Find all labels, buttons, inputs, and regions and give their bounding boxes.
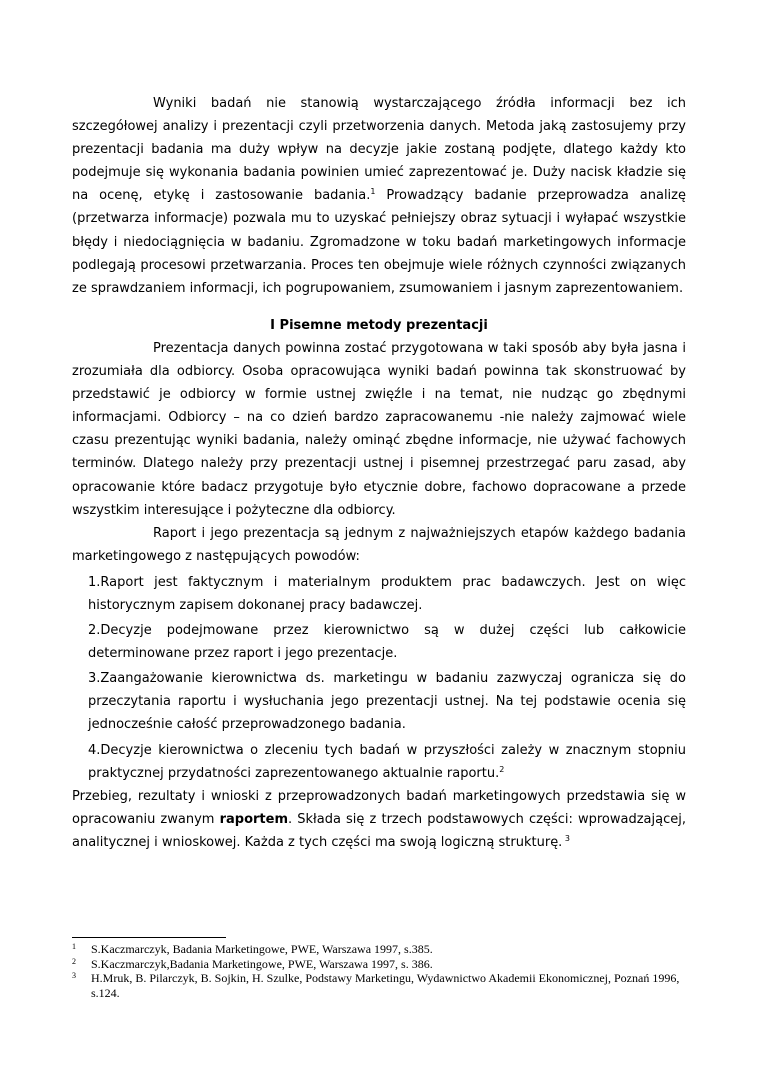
bold-term-raportem: raportem [219, 811, 288, 827]
list-item-3: 3.Zaangażowanie kierownictwa ds. marketingu w badaniu zazwyczaj ogranicza się do przeczytania raportu i wysłuchania jego prezentacji ustnej. Na tej podstawie ocenia się jednocześnie całość przeprowadzonego badania. [88, 671, 686, 733]
list-item-4-text: 4.Decyzje kierownictwa o zleceniu tych badań w przyszłości zależy w znacznym stopniu praktycznej przydatności zaprezentowanego aktualnie raportu. [88, 742, 686, 781]
document-body [72, 92, 686, 854]
footnote-separator [72, 937, 226, 938]
footnote-text: S.Kaczmarczyk, Badania Marketingowe, PWE, Warszawa 1997, s.385. [91, 942, 433, 956]
footnote-ref-3[interactable]: 3 [562, 833, 570, 843]
footnotes-section [72, 942, 686, 1000]
footnote-number: 3 [72, 971, 76, 980]
list-item-4 [72, 739, 686, 785]
footnote-2 [72, 957, 686, 972]
closing-paragraph [72, 785, 686, 854]
footnote-3 [72, 971, 686, 1000]
footnote-number: 2 [72, 956, 76, 966]
report-intro-paragraph: Raport i jego prezentacja są jednym z najważniejszych etapów każdego badania marketingowego z następujących powodów: [72, 525, 686, 564]
list-item-1: 1.Raport jest faktycznym i materialnym produktem prac badawczych. Jest on więc historycznym zapisem dokonanej pracy badawczej. [88, 574, 686, 613]
intro-text-part-2: Prowadzący badanie przeprowadza analizę (przetwarza informacje) pozwala mu to uzyskać pełniejszy obraz sytuacji i wyłapać wszystkie błędy i niedociągnięcia w badaniu. Zgromadzone w toku badań marketingowych informacje podlegają procesowi przetwarzania. Proces ten obejmuje wiele różnych czynności związanych ze sprawdzaniem informacji, ich pogrupowaniem, zsumowaniem i jasnym zaprezentowaniem. [72, 188, 686, 296]
list-item-2: 2.Decyzje podejmowane przez kierownictwo są w dużej części lub całkowicie determinowane przez raport i jego prezentacje. [88, 623, 686, 662]
closing-text-part-2: . Składa się z trzech podstawowych części: wprowadzającej, analitycznej i wnioskowej. Każda z tych części ma swoją logiczną strukturę. [72, 811, 686, 850]
intro-text-part-1: Wyniki badań nie stanowią wystarczającego źródła informacji bez ich szczegółowej analizy i prezentacji czyli przetworzenia danych. Metoda jaką zastosujemy przy prezentacji badania ma duży wpływ na decyzje jakie zostaną podjęte, dlatego każdy kto podejmuje się wykonania badania powinien umieć zaprezentować je. Duży nacisk kładzie się na ocenę, etykę i zastosowanie badania. [72, 96, 686, 204]
section-heading: I Pisemne metody prezentacji [270, 317, 488, 333]
intro-paragraph [72, 92, 686, 300]
presentation-paragraph: Prezentacja danych powinna zostać przygotowana w taki sposób aby była jasna i zrozumiała dla odbiorcy. Osoba opracowująca wyniki badań powinna tak skonstruować by przedstawić je odbiorcy w formie ustnej zwięźle i na temat, nie nudząc go zbędnymi informacjami. Odbiorcy – na co dzień bardzo zapracowanemu -nie należy zajmować wiele czasu prezentując wyniki badania, należy ominąć zbędne informacje, nie używać fachowych terminów. Dlatego należy przy prezentacji ustnej i pisemnej przestrzegać paru zasad, aby opracowanie które badacz przygotuje było etycznie dobre, fachowo dopracowane a przede wszystkim interesujące i pożyteczne dla odbiorcy. [72, 340, 686, 518]
footnote-number: 1 [72, 942, 76, 951]
footnote-text: H.Mruk, B. Pilarczyk, B. Sojkin, H. Szulke, Podstawy Marketingu, Wydawnictwo Akademii Ekonomicznej, Poznań 1996, s.124. [91, 971, 680, 1000]
footnote-1 [72, 942, 686, 957]
closing-text-part-1: Przebieg, rezultaty i wnioski z przeprowadzonych badań marketingowych przedstawia się w opracowaniu zwanym [72, 788, 686, 827]
footnote-ref-1[interactable]: 1 [370, 187, 376, 197]
footnote-ref-2[interactable]: 2 [499, 764, 505, 774]
footnote-text: S.Kaczmarczyk,Badania Marketingowe, PWE, Warszawa 1997, s. 386. [91, 956, 433, 971]
